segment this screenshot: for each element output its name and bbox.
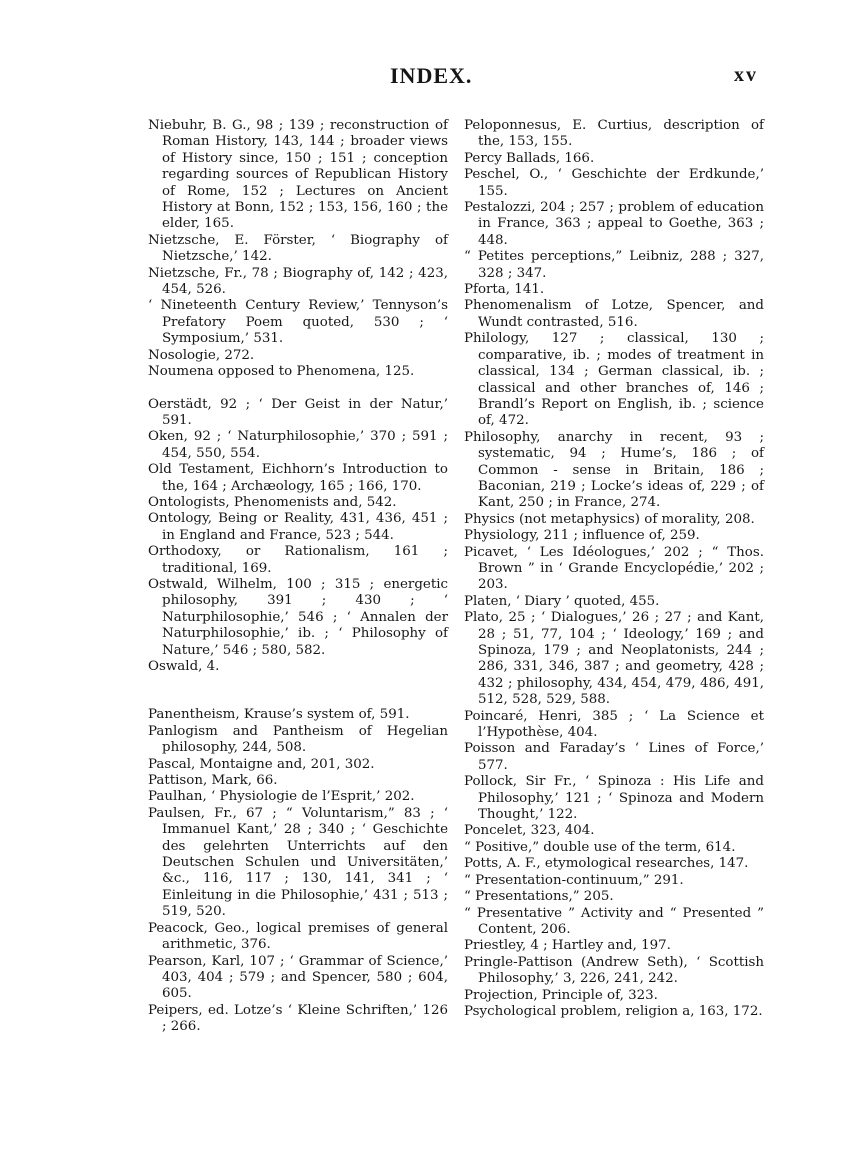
index-entry: Orthodoxy, or Rationalism, 161 ; traditional, 169. (148, 544, 448, 576)
index-entry: Platen, ‘ Diary ’ quoted, 455. (464, 593, 660, 609)
index-entry: Poisson and Faraday’s ‘ Lines of Force,’ 577. (464, 741, 764, 773)
index-entry: “ Presentation-continuum,” 291. (464, 872, 684, 888)
index-entry: “ Presentations,” 205. (464, 889, 614, 905)
index-entry: Physics (not metaphysics) of morality, 208. (464, 511, 755, 527)
index-entry: Phenomenalism of Lotze, Spencer, and Wundt contrasted, 516. (464, 298, 764, 330)
index-column-right (464, 118, 764, 1020)
index-entry: Philology, 127 ; classical, 130 ; comparative, ib. ; modes of treatment in classical, 134 ; German classical, ib. ; classical and other branches of, 146 ; Brandl’s Report on English, ib. ; science of, 472. (464, 331, 764, 429)
index-entry: Peloponnesus, E. Curtius, description of the, 153, 155. (464, 118, 764, 150)
index-entry: Pestalozzi, 204 ; 257 ; problem of education in France, 363 ; appeal to Goethe, 363 ; 448. (464, 200, 764, 248)
index-entry: Pattison, Mark, 66. (148, 773, 278, 789)
index-entry: Picavet, ‘ Les Idéologues,’ 202 ; “ Thos. Brown ” in ‘ Grande Encyclopédie,’ 202 ; 203. (464, 544, 764, 593)
index-entry: Nosologie, 272. (148, 347, 255, 363)
index-entry: Projection, Principle of, 323. (464, 987, 658, 1003)
index-entry: Old Testament, Eichhorn’s Introduction to the, 164 ; Archæology, 165 ; 166, 170. (148, 462, 448, 494)
index-entry: Nietzsche, Fr., 78 ; Biography of, 142 ; 423, 454, 526. (148, 265, 448, 298)
index-entry: Pringle-Pattison (Andrew Seth), ‘ Scottish Philosophy,’ 3, 226, 241, 242. (464, 954, 764, 987)
index-entry: Pollock, Sir Fr., ‘ Spinoza : His Life and Philosophy,’ 121 ; ‘ Spinoza and Modern Thought,’ 122. (464, 774, 764, 823)
index-entry: Physiology, 211 ; influence of, 259. (464, 528, 700, 544)
index-entry: Potts, A. F., etymological researches, 147. (464, 856, 749, 872)
index-entry: Peschel, O., ‘ Geschichte der Erdkunde,’ 155. (464, 167, 764, 199)
index-entry: Paulhan, ‘ Physiologie de l’Esprit,’ 202. (148, 789, 415, 805)
index-entry: “ Positive,” double use of the term, 614. (464, 839, 736, 855)
index-entry: Poincaré, Henri, 385 ; ‘ La Science et l’Hypothèse, 404. (464, 708, 764, 741)
index-entry: Peacock, Geo., logical premises of general arithmetic, 376. (148, 920, 448, 953)
index-entry: Pforta, 141. (464, 282, 545, 298)
index-entry: Oswald, 4. (148, 659, 220, 674)
index-entry: Pascal, Montaigne and, 201, 302. (148, 756, 375, 772)
running-title: INDEX. (390, 63, 473, 88)
index-entry: Oerstädt, 92 ; ‘ Der Geist in der Natur,’ 591. (148, 396, 448, 428)
index-entry: Paulsen, Fr., 67 ; “ Voluntarism,” 83 ; ‘ Immanuel Kant,’ 28 ; 340 ; ‘ Geschichte des gelehrten Unterrichts auf den Deutschen Schulen und Universitäten,’ &c., 116, 117 ; 130, 141, 341 ; ‘ Einleitung in die Philosophie,’ 431 ; 513 ; 519, 520. (148, 805, 448, 920)
index-entry: Noumena opposed to Phenomena, 125. (148, 364, 415, 380)
index-entry: Niebuhr, B. G., 98 ; 139 ; reconstruction of Roman History, 143, 144 ; broader views of History since, 150 ; 151 ; conception regarding sources of Republican History of Rome, 152 ; Lectures on Ancient History at Bonn, 152 ; 153, 156, 160 ; the elder, 165. (148, 118, 448, 232)
index-entry: Percy Ballads, 166. (464, 150, 595, 166)
index-column-left (148, 118, 448, 1036)
index-entry: Panlogism and Pantheism of Hegelian philosophy, 244, 508. (148, 723, 448, 756)
index-entry: Peipers, ed. Lotze’s ‘ Kleine Schriften,’ 126 ; 266. (148, 1002, 448, 1035)
index-entry: Pearson, Karl, 107 ; ‘ Grammar of Science,’ 403, 404 ; 579 ; and Spencer, 580 ; 604, 605. (148, 953, 448, 1002)
index-entry: “ Presentative ” Activity and “ Presented ” Content, 206. (464, 905, 764, 937)
index-entry: Ontologists, Phenomenists and, 542. (148, 494, 397, 510)
index-entry: Poncelet, 323, 404. (464, 823, 595, 839)
index-entry: Priestley, 4 ; Hartley and, 197. (464, 938, 671, 954)
index-entry: “ Petites perceptions,” Leibniz, 288 ; 327, 328 ; 347. (464, 249, 764, 281)
index-entry: Panentheism, Krause’s system of, 591. (148, 707, 410, 723)
index-entry: Ontology, Being or Reality, 431, 436, 451 ; in England and France, 523 ; 544. (148, 511, 448, 543)
index-entry: Psychological problem, religion a, 163, 172. (464, 1003, 763, 1019)
index-entry: ‘ Nineteenth Century Review,’ Tennyson’s Prefatory Poem quoted, 530 ; ‘ Symposium,’ 531. (148, 298, 448, 347)
index-entry: Philosophy, anarchy in recent, 93 ; systematic, 94 ; Hume’s, 186 ; of Common - sense in Britain, 186 ; Baconian, 219 ; Locke’s ideas of, 229 ; of Kant, 250 ; in France, 274. (464, 429, 764, 511)
index-entry: Ostwald, Wilhelm, 100 ; 315 ; energetic philosophy, 391 ; 430 ; ‘ Naturphilosophie,’ 546 ; ‘ Annalen der Naturphilosophie,’ ib. ; ‘ Philosophy of Nature,’ 546 ; 580, 582. (148, 576, 448, 658)
index-entry: Plato, 25 ; ‘ Dialogues,’ 26 ; 27 ; and Kant, 28 ; 51, 77, 104 ; ‘ Ideology,’ 169 ; and Spinoza, 179 ; and Neoplatonists, 244 ; 286, 331, 346, 387 ; and geometry, 428 ; 432 ; philosophy, 434, 454, 479, 486, 491, 512, 528, 529, 588. (464, 610, 764, 708)
page-number: xv (734, 64, 758, 86)
index-entry: Nietzsche, E. Förster, ‘ Biography of Nietzsche,’ 142. (148, 232, 448, 265)
index-entry: Oken, 92 ; ‘ Naturphilosophie,’ 370 ; 591 ; 454, 550, 554. (148, 429, 448, 461)
